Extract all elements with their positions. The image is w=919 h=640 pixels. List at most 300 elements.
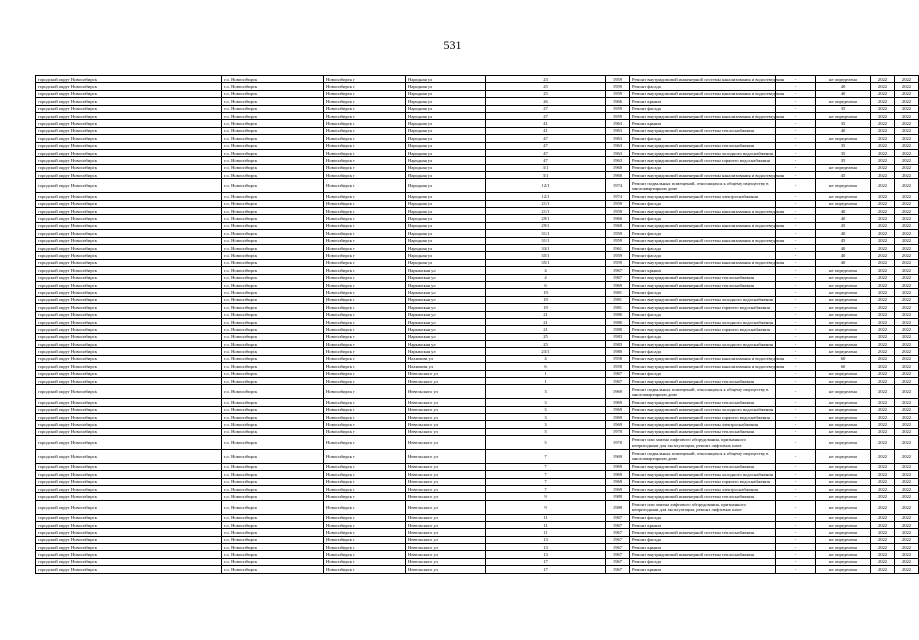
year-start-cell: 2022 [871,215,895,222]
work-type-cell: Ремонт внутридомовой инженерной системы теплоснабжения [630,399,776,406]
work-type-cell: Ремонт внутридомовой инженерной системы холодного водоснабжения [630,471,776,478]
house-cell: 7 [486,471,606,478]
year-end-cell: 2022 [895,259,919,266]
dash-cell: - [776,127,816,134]
value-cell: не определена [816,478,871,485]
house-cell: 35/1 [486,252,606,259]
table-row [36,142,919,149]
street-cell: Невельского ул [406,449,486,463]
street-cell: Невельского ул [406,463,486,470]
table-row [36,500,919,514]
value-cell: не определена [816,304,871,311]
year-start-cell: 2022 [871,90,895,97]
work-type-cell: Ремонт фасада [630,252,776,259]
table-row [36,105,919,112]
work-type-cell: Ремонт внутридомовой инженерной системы канализования и водоотведения [630,112,776,119]
dash-cell: - [776,318,816,325]
house-cell: 13 [486,551,606,558]
dash-cell: - [776,348,816,355]
value-cell: 35 [816,157,871,164]
municipality-cell: городской округ Новосибирск [36,179,222,193]
district-cell: г.о. Новосибирск [222,289,324,296]
city-cell: Новосибирск г [324,76,406,83]
value-cell: не определена [816,326,871,333]
district-cell: г.о. Новосибирск [222,230,324,237]
value-cell: не определена [816,385,871,399]
year-start-cell: 2022 [871,193,895,200]
municipality-cell: городской округ Новосибирск [36,341,222,348]
street-cell: Нарымская ул [406,341,486,348]
district-cell: г.о. Новосибирск [222,478,324,485]
district-cell: г.о. Новосибирск [222,90,324,97]
value-cell: не определена [816,521,871,528]
year-cell: 1969 [606,485,630,492]
dash-cell: - [776,142,816,149]
street-cell: Невельского ул [406,558,486,565]
city-cell: Новосибирск г [324,493,406,500]
dash-cell: - [776,135,816,142]
year-start-cell: 2022 [871,471,895,478]
street-cell: Нахимова ул [406,363,486,370]
value-cell: не определена [816,274,871,281]
table-row [36,311,919,318]
district-cell: г.о. Новосибирск [222,252,324,259]
municipality-cell: городской округ Новосибирск [36,296,222,303]
year-start-cell: 2022 [871,259,895,266]
year-start-cell: 2022 [871,551,895,558]
table-row [36,112,919,119]
street-cell: Народная ул [406,245,486,252]
year-end-cell: 2022 [895,237,919,244]
house-cell: 33/1 [486,245,606,252]
street-cell: Невельского ул [406,478,486,485]
value-cell: не определена [816,179,871,193]
district-cell: г.о. Новосибирск [222,521,324,528]
value-cell: 40 [816,245,871,252]
dash-cell: - [776,493,816,500]
year-start-cell: 2022 [871,485,895,492]
house-cell: 25 [486,333,606,340]
municipality-cell: городской округ Новосибирск [36,378,222,385]
table-row [36,514,919,521]
municipality-cell: городской округ Новосибирск [36,193,222,200]
year-start-cell: 2022 [871,463,895,470]
municipality-cell: городской округ Новосибирск [36,120,222,127]
year-end-cell: 2022 [895,341,919,348]
year-cell: 1980 [606,318,630,325]
value-cell: не определена [816,112,871,119]
work-type-cell: Ремонт внутридомовой инженерной системы канализования и водоотведения [630,90,776,97]
municipality-cell: городской округ Новосибирск [36,478,222,485]
value-cell: не определена [816,378,871,385]
house-cell: 19 [486,296,606,303]
district-cell: г.о. Новосибирск [222,274,324,281]
district-cell: г.о. Новосибирск [222,385,324,399]
work-type-cell: Ремонт крыши [630,98,776,105]
dash-cell: - [776,230,816,237]
municipality-cell: городской округ Новосибирск [36,326,222,333]
street-cell: Нарымская ул [406,274,486,281]
city-cell: Новосибирск г [324,120,406,127]
street-cell: Народная ул [406,127,486,134]
year-start-cell: 2022 [871,83,895,90]
year-cell: 1970 [606,436,630,450]
year-start-cell: 2022 [871,252,895,259]
street-cell: Народная ул [406,112,486,119]
year-cell: 1969 [606,449,630,463]
work-type-cell: Ремонт или замена лифтового оборудования, признанного непригодным для эксплуатации, ремонт лифтовых шахт [630,500,776,514]
year-end-cell: 2022 [895,333,919,340]
work-type-cell: Ремонт внутридомовой инженерной системы горячего водоснабжения [630,478,776,485]
municipality-cell: городской округ Новосибирск [36,157,222,164]
table-row [36,326,919,333]
year-cell: 1960 [606,222,630,229]
year-cell: 1963 [606,142,630,149]
year-start-cell: 2022 [871,493,895,500]
year-end-cell: 2022 [895,215,919,222]
year-end-cell: 2022 [895,230,919,237]
city-cell: Новосибирск г [324,478,406,485]
table-row [36,193,919,200]
street-cell: Невельского ул [406,493,486,500]
table-row [36,172,919,179]
value-cell: 40 [816,90,871,97]
year-cell: 1969 [606,421,630,428]
house-cell: 3 [486,414,606,421]
street-cell: Народная ул [406,105,486,112]
street-cell: Народная ул [406,215,486,222]
district-cell: г.о. Новосибирск [222,200,324,207]
municipality-cell: городской округ Новосибирск [36,135,222,142]
district-cell: г.о. Новосибирск [222,296,324,303]
year-start-cell: 2022 [871,208,895,215]
table-row [36,355,919,362]
table-row [36,230,919,237]
year-cell: 1969 [606,281,630,288]
table-row [36,529,919,536]
house-cell: 9 [486,500,606,514]
table-row [36,341,919,348]
house-cell: 27 [486,105,606,112]
house-cell: 7 [486,485,606,492]
street-cell: Народная ул [406,200,486,207]
year-end-cell: 2022 [895,485,919,492]
district-cell: г.о. Новосибирск [222,164,324,171]
year-end-cell: 2022 [895,127,919,134]
street-cell: Нарымская ул [406,304,486,311]
year-end-cell: 2022 [895,414,919,421]
house-cell: 47 [486,157,606,164]
house-cell: 1 [486,370,606,377]
work-type-cell: Ремонт внутридомовой инженерной системы канализования и водоотведения [630,172,776,179]
work-type-cell: Ремонт внутридомовой инженерной системы теплоснабжения [630,428,776,435]
city-cell: Новосибирск г [324,521,406,528]
dash-cell: - [776,215,816,222]
year-start-cell: 2022 [871,281,895,288]
district-cell: г.о. Новосибирск [222,536,324,543]
value-cell: 45 [816,172,871,179]
year-start-cell: 2022 [871,98,895,105]
street-cell: Народная ул [406,90,486,97]
page-number: 531 [443,38,462,52]
year-cell: 1960 [606,172,630,179]
dash-cell: - [776,406,816,413]
dash-cell: - [776,83,816,90]
city-cell: Новосибирск г [324,566,406,573]
city-cell: Новосибирск г [324,428,406,435]
district-cell: г.о. Новосибирск [222,500,324,514]
city-cell: Новосибирск г [324,157,406,164]
year-start-cell: 2022 [871,222,895,229]
year-cell: 1989 [606,500,630,514]
street-cell: Невельского ул [406,544,486,551]
city-cell: Новосибирск г [324,252,406,259]
city-cell: Новосибирск г [324,406,406,413]
table-row [36,90,919,97]
house-cell: 12/1 [486,179,606,193]
year-start-cell: 2022 [871,428,895,435]
municipality-cell: городской округ Новосибирск [36,363,222,370]
municipality-cell: городской округ Новосибирск [36,76,222,83]
year-cell: 1963 [606,135,630,142]
dash-cell: - [776,449,816,463]
year-end-cell: 2022 [895,428,919,435]
district-cell: г.о. Новосибирск [222,237,324,244]
table-row [36,428,919,435]
table-row [36,120,919,127]
house-cell: 4 [486,267,606,274]
city-cell: Новосибирск г [324,135,406,142]
house-cell: 11 [486,514,606,521]
district-cell: г.о. Новосибирск [222,414,324,421]
dash-cell: - [776,105,816,112]
municipality-cell: городской округ Новосибирск [36,83,222,90]
year-end-cell: 2022 [895,149,919,156]
work-type-cell: Ремонт подвальных помещений, относящихся к общему имуществу в многоквартирном доме [630,449,776,463]
district-cell: г.о. Новосибирск [222,406,324,413]
house-cell: 3 [486,421,606,428]
district-cell: г.о. Новосибирск [222,179,324,193]
year-cell: 1959 [606,90,630,97]
table-row [36,296,919,303]
municipality-cell: городской округ Новосибирск [36,551,222,558]
year-end-cell: 2022 [895,112,919,119]
year-start-cell: 2022 [871,355,895,362]
table-row [36,370,919,377]
work-type-cell: Ремонт фасада [630,215,776,222]
table-row [36,289,919,296]
year-end-cell: 2022 [895,289,919,296]
work-type-cell: Ремонт внутридомовой инженерной системы канализования и водоотведения [630,208,776,215]
city-cell: Новосибирск г [324,259,406,266]
year-end-cell: 2022 [895,179,919,193]
house-cell: 21 [486,318,606,325]
district-cell: г.о. Новосибирск [222,83,324,90]
work-type-cell: Ремонт фасада [630,245,776,252]
dash-cell: - [776,355,816,362]
table-row [36,478,919,485]
district-cell: г.о. Новосибирск [222,399,324,406]
work-type-cell: Ремонт внутридомовой инженерной системы канализования и водоотведения [630,355,776,362]
value-cell: не определена [816,296,871,303]
district-cell: г.о. Новосибирск [222,529,324,536]
year-start-cell: 2022 [871,333,895,340]
value-cell: не определена [816,428,871,435]
municipality-cell: городской округ Новосибирск [36,566,222,573]
year-end-cell: 2022 [895,421,919,428]
municipality-cell: городской округ Новосибирск [36,428,222,435]
district-cell: г.о. Новосибирск [222,142,324,149]
year-cell: 1963 [606,149,630,156]
year-cell: 1974 [606,179,630,193]
work-type-cell: Ремонт фасада [630,135,776,142]
table-row [36,421,919,428]
year-start-cell: 2022 [871,76,895,83]
house-cell: 13 [486,536,606,543]
table-row [36,449,919,463]
house-cell: 7 [486,449,606,463]
dash-cell: - [776,521,816,528]
city-cell: Новосибирск г [324,551,406,558]
street-cell: Народная ул [406,259,486,266]
district-cell: г.о. Новосибирск [222,259,324,266]
value-cell: 60 [816,363,871,370]
district-cell: г.о. Новосибирск [222,378,324,385]
year-end-cell: 2022 [895,326,919,333]
street-cell: Невельского ул [406,378,486,385]
city-cell: Новосибирск г [324,164,406,171]
street-cell: Народная ул [406,120,486,127]
year-end-cell: 2022 [895,348,919,355]
district-cell: г.о. Новосибирск [222,326,324,333]
city-cell: Новосибирск г [324,399,406,406]
year-cell: 1959 [606,76,630,83]
dash-cell: - [776,112,816,119]
district-cell: г.о. Новосибирск [222,76,324,83]
value-cell: не определена [816,333,871,340]
year-end-cell: 2022 [895,363,919,370]
repair-schedule-table [35,75,919,574]
street-cell: Народная ул [406,157,486,164]
year-cell: 1967 [606,521,630,528]
year-end-cell: 2022 [895,252,919,259]
work-type-cell: Ремонт крыши [630,521,776,528]
city-cell: Новосибирск г [324,193,406,200]
city-cell: Новосибирск г [324,179,406,193]
work-type-cell: Ремонт внутридомовой инженерной системы горячего водоснабжения [630,414,776,421]
house-cell: 17 [486,566,606,573]
table-row [36,267,919,274]
street-cell: Народная ул [406,83,486,90]
year-end-cell: 2022 [895,200,919,207]
dash-cell: - [776,326,816,333]
street-cell: Нарымская ул [406,318,486,325]
value-cell: не определена [816,558,871,565]
year-end-cell: 2022 [895,281,919,288]
table-row [36,485,919,492]
street-cell: Невельского ул [406,428,486,435]
street-cell: Нарымская ул [406,311,486,318]
city-cell: Новосибирск г [324,274,406,281]
table-row [36,318,919,325]
dash-cell: - [776,333,816,340]
year-start-cell: 2022 [871,348,895,355]
municipality-cell: городской округ Новосибирск [36,105,222,112]
value-cell: не определена [816,449,871,463]
year-cell: 1970 [606,428,630,435]
table-row [36,521,919,528]
year-end-cell: 2022 [895,436,919,450]
street-cell: Невельского ул [406,551,486,558]
city-cell: Новосибирск г [324,471,406,478]
municipality-cell: городской округ Новосибирск [36,355,222,362]
district-cell: г.о. Новосибирск [222,112,324,119]
municipality-cell: городской округ Новосибирск [36,304,222,311]
street-cell: Невельского ул [406,385,486,399]
house-cell: 21/1 [486,208,606,215]
value-cell: не определена [816,544,871,551]
year-cell: 1967 [606,267,630,274]
municipality-cell: городской округ Новосибирск [36,558,222,565]
table-row [36,536,919,543]
year-end-cell: 2022 [895,378,919,385]
district-cell: г.о. Новосибирск [222,222,324,229]
work-type-cell: Ремонт внутридомовой инженерной системы канализования и водоотведения [630,76,776,83]
value-cell: не определена [816,200,871,207]
year-cell: 1958 [606,363,630,370]
table-row [36,222,919,229]
dash-cell: - [776,478,816,485]
value-cell: 40 [816,83,871,90]
year-cell: 1967 [606,566,630,573]
house-cell: 41 [486,127,606,134]
work-type-cell: Ремонт внутридомовой инженерной системы теплоснабжения [630,378,776,385]
work-type-cell: Ремонт внутридомовой инженерной системы теплоснабжения [630,281,776,288]
street-cell: Народная ул [406,222,486,229]
city-cell: Новосибирск г [324,112,406,119]
street-cell: Народная ул [406,135,486,142]
year-start-cell: 2022 [871,378,895,385]
dash-cell: - [776,98,816,105]
year-end-cell: 2022 [895,90,919,97]
year-start-cell: 2022 [871,529,895,536]
house-cell: 3 [486,399,606,406]
work-type-cell: Ремонт внутридомовой инженерной системы теплоснабжения [630,529,776,536]
year-start-cell: 2022 [871,566,895,573]
municipality-cell: городской округ Новосибирск [36,90,222,97]
year-start-cell: 2022 [871,120,895,127]
work-type-cell: Ремонт внутридомовой инженерной системы теплоснабжения [630,142,776,149]
city-cell: Новосибирск г [324,485,406,492]
year-start-cell: 2022 [871,500,895,514]
municipality-cell: городской округ Новосибирск [36,514,222,521]
work-type-cell: Ремонт крыши [630,120,776,127]
house-cell: 25 [486,83,606,90]
municipality-cell: городской округ Новосибирск [36,471,222,478]
table-row [36,215,919,222]
year-cell: 1959 [606,105,630,112]
year-start-cell: 2022 [871,421,895,428]
year-cell: 1967 [606,544,630,551]
street-cell: Нарымская ул [406,296,486,303]
dash-cell: - [776,193,816,200]
work-type-cell: Ремонт фасада [630,230,776,237]
district-cell: г.о. Новосибирск [222,463,324,470]
dash-cell: - [776,120,816,127]
city-cell: Новосибирск г [324,544,406,551]
table-row [36,378,919,385]
work-type-cell: Ремонт фасада [630,536,776,543]
